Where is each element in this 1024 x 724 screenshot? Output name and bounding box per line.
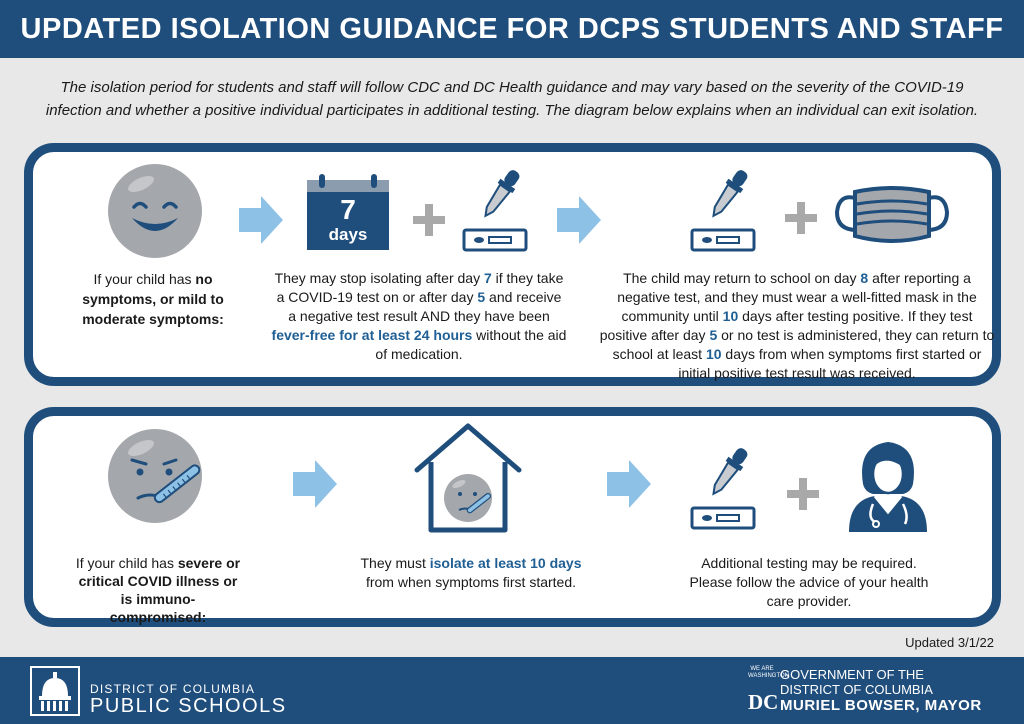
rule-highlight: 5 xyxy=(477,289,486,305)
we-are-washington-mark: WE ARE WASHINGTON xyxy=(748,666,790,679)
gov-logo-line-2: DISTRICT OF COLUMBIA xyxy=(780,682,933,697)
condition-bold: severe or critical COVID illness or is immuno-compromised: xyxy=(78,555,241,625)
gov-logo-line-1: GOVERNMENT OF THE xyxy=(780,667,924,682)
return-highlight: 10 xyxy=(722,308,739,324)
gov-logo-line-3: MURIEL BOWSER, MAYOR xyxy=(780,697,982,714)
rule-text-part: and receive a negative test result AND they have been xyxy=(288,289,562,324)
updated-date: Updated 3/1/22 xyxy=(905,635,994,650)
header-banner xyxy=(0,0,1024,58)
severe-condition-text xyxy=(73,554,243,626)
isolation-rule-text xyxy=(271,269,567,364)
return-highlight: 8 xyxy=(860,270,869,286)
arrow-right-icon xyxy=(239,196,283,244)
plus-icon xyxy=(411,202,447,238)
condition-prefix: If your child has xyxy=(75,555,178,571)
return-text-part: days from when symptoms first started or initial positive test result was received. xyxy=(678,346,982,381)
rule-highlight: 7 xyxy=(483,270,492,286)
rule-text-part: without the aid of medication. xyxy=(375,327,567,362)
return-highlight: 10 xyxy=(705,346,722,362)
condition-prefix: If your child has xyxy=(93,271,196,287)
house-isolation-icon xyxy=(413,422,523,534)
test-kit-icon xyxy=(689,168,757,254)
calendar-number: 7 xyxy=(340,194,356,225)
return-text-part: after reporting a negative test, and they must wear a well-fitted mask in the community until xyxy=(617,270,977,324)
return-text-part: or no test is administered, they can return to school at least xyxy=(612,327,995,362)
plus-icon xyxy=(783,200,819,236)
mild-condition-text xyxy=(63,269,243,329)
sick-face-thermometer-icon xyxy=(106,426,210,526)
dcps-logo-line-2: PUBLIC SCHOOLS xyxy=(90,695,287,717)
additional-testing-text xyxy=(683,554,935,611)
face-mask-icon xyxy=(833,182,951,248)
page-title: UPDATED ISOLATION GUIDANCE FOR DCPS STUDENTS AND STAFF xyxy=(20,12,1004,45)
test-kit-icon xyxy=(461,168,529,254)
condition-bold: no symptoms, or mild to moderate symptoms: xyxy=(82,271,224,327)
plus-icon xyxy=(785,476,821,512)
capitol-dome-logo-icon xyxy=(28,664,82,718)
arrow-right-icon xyxy=(293,460,337,508)
rule-text-part: They may stop isolating after day xyxy=(274,270,484,286)
return-text-part: The child may return to school on day xyxy=(623,270,861,286)
rule-highlight: fever-free for at least 24 hours xyxy=(271,327,473,343)
rule-highlight: isolate at least 10 days xyxy=(429,555,582,571)
rule-text-part: They must xyxy=(360,555,430,571)
arrow-right-icon xyxy=(557,196,601,244)
return-rule-text xyxy=(597,269,997,383)
smiley-face-icon xyxy=(106,162,204,260)
severe-illness-panel xyxy=(24,407,1001,627)
return-highlight: 5 xyxy=(709,327,718,343)
rule-text-part: from when symptoms first started. xyxy=(365,574,577,590)
intro-line-1: The isolation period for students and staff will follow CDC and DC Health guidance and may vary based on the severity of the COVID-19 xyxy=(60,79,964,96)
arrow-right-icon xyxy=(607,460,651,508)
dc-mark: DC xyxy=(748,690,779,714)
advice-text: Additional testing may be required. Please follow the advice of your health care provider. xyxy=(689,555,929,609)
calendar-unit: days xyxy=(328,225,368,244)
intro-line-2: infection and whether a positive individual participates in additional testing. The diagram below explains when an individual can exit isolation. xyxy=(45,102,979,119)
rule-text-part: if they take a COVID-19 test on or after day xyxy=(276,270,564,305)
test-kit-icon xyxy=(689,446,757,532)
return-text-part: days after testing positive. If they test positive after day xyxy=(599,308,973,343)
severe-isolation-text xyxy=(351,554,591,592)
doctor-icon xyxy=(845,438,931,534)
mild-symptoms-panel xyxy=(24,143,1001,386)
intro-text xyxy=(20,76,1004,122)
dcps-logo-line-1: DISTRICT OF COLUMBIA xyxy=(90,682,256,696)
